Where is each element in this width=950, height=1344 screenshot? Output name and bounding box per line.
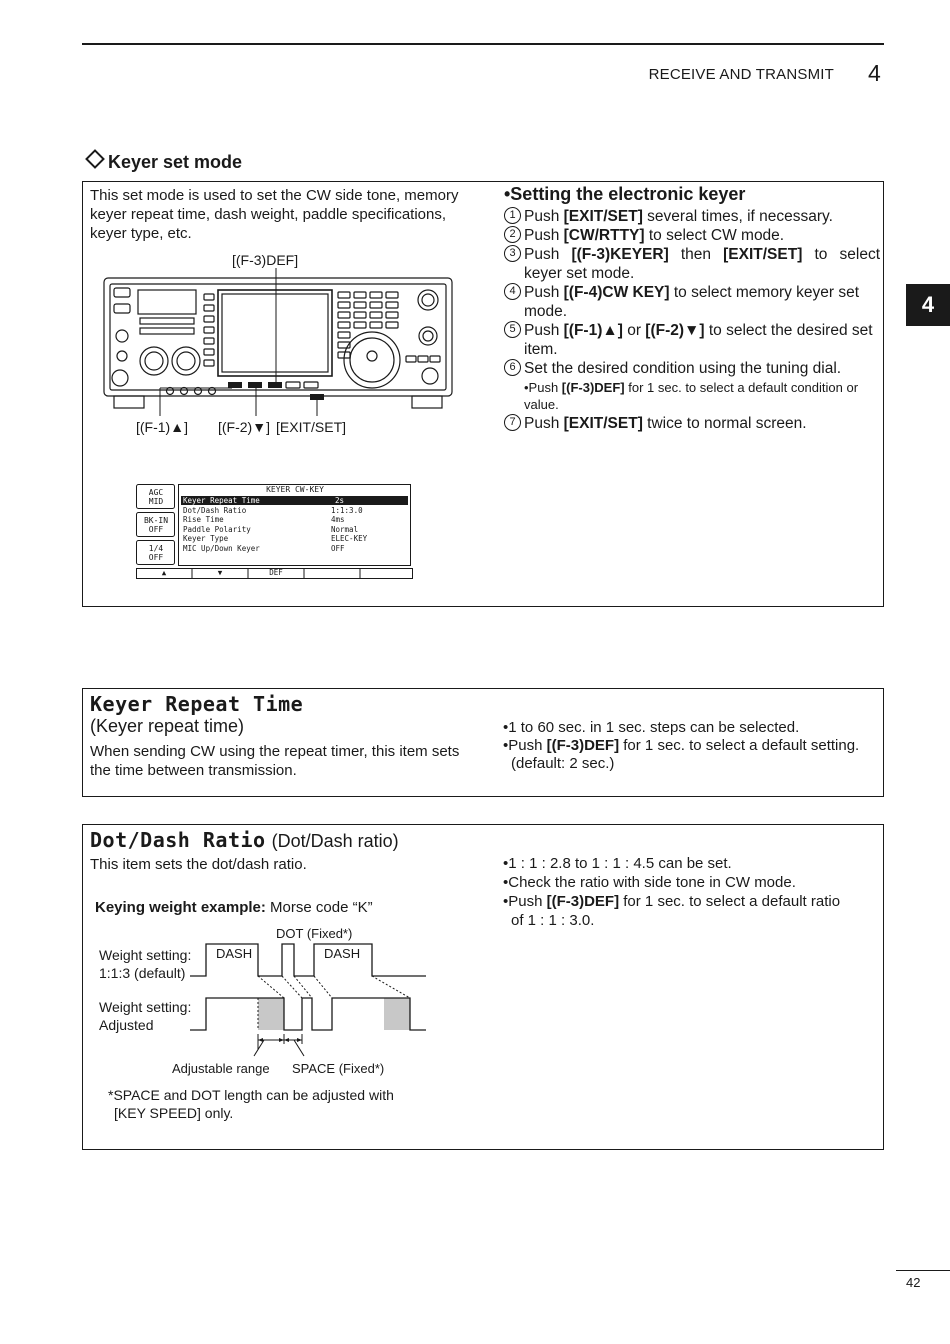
label-exit-set: [EXIT/SET] bbox=[276, 419, 347, 435]
lcd-title: KEYER CW-KEY bbox=[266, 485, 324, 494]
label-dash-1: DASH bbox=[216, 946, 253, 961]
lcd-row: Rise Time 4ms bbox=[183, 515, 345, 525]
ratio-bullet-default: •Push [(F-3)DEF] for 1 sec. to select a default ratio bbox=[503, 893, 841, 910]
keyer-repeat-time-description: When sending CW using the repeat timer, this item sets the time between transmission. bbox=[90, 743, 460, 779]
dot-dash-ratio-description: This item sets the dot/dash ratio. bbox=[90, 856, 307, 873]
page-number: 42 bbox=[906, 1275, 921, 1290]
footer-rule bbox=[896, 1270, 950, 1271]
lcd-quarter-label: 1/4 bbox=[148, 544, 164, 553]
lcd-row: Dot/Dash Ratio 1:1:3.0 bbox=[183, 505, 363, 515]
keying-timing-diagram bbox=[190, 940, 440, 1060]
step-6-note: •Push [(F-3)DEF] for 1 sec. to select a default condition or value. bbox=[524, 380, 859, 412]
lcd-quarter-value: OFF bbox=[148, 553, 164, 562]
lcd-bkin-label: BK-IN bbox=[143, 516, 169, 525]
section-title: Keyer set mode bbox=[84, 152, 242, 173]
setting-heading: •Setting the electronic keyer bbox=[504, 184, 746, 204]
lcd-row: Keyer Repeat Time 2s bbox=[183, 496, 345, 505]
keying-weight-example-heading: Keying weight example: Morse code “K” bbox=[95, 899, 373, 916]
dot-dash-ratio-heading: Dot/Dash Ratio (Dot/Dash ratio) bbox=[90, 828, 399, 852]
label-weight-adjusted: Weight setting: Adjusted bbox=[99, 999, 192, 1033]
lcd-fkey-down: ▼ bbox=[217, 568, 223, 577]
label-dash-2: DASH bbox=[324, 946, 361, 961]
keyer-repeat-time-subtitle: (Keyer repeat time) bbox=[90, 716, 245, 736]
label-space-fixed: SPACE (Fixed*) bbox=[292, 1061, 385, 1076]
ratio-bullet-check: •Check the ratio with side tone in CW mode. bbox=[503, 874, 796, 891]
diamond-icon bbox=[85, 149, 105, 169]
transceiver-front-panel-illustration bbox=[100, 268, 460, 418]
label-f1: [(F-1)▲] bbox=[136, 419, 188, 435]
lcd-fkey-up: ▲ bbox=[161, 568, 167, 577]
running-header-chapter: 4 bbox=[868, 60, 881, 86]
label-f2: [(F-2)▼] bbox=[218, 419, 270, 435]
repeat-bullet-range: •1 to 60 sec. in 1 sec. steps can be selected. bbox=[503, 719, 800, 736]
chapter-tab: 4 bbox=[906, 284, 950, 326]
label-dot-fixed: DOT (Fixed*) bbox=[276, 926, 353, 941]
lcd-fkey-def: DEF bbox=[269, 568, 283, 577]
lcd-row: Paddle Polarity Normal bbox=[183, 524, 359, 534]
ratio-bullet-default-value: of 1 : 1 : 3.0. bbox=[511, 912, 595, 929]
lcd-screen bbox=[136, 484, 416, 579]
running-header-title: RECEIVE AND TRANSMIT bbox=[648, 66, 834, 83]
lcd-bkin-value: OFF bbox=[148, 525, 164, 534]
label-f3-def: [(F-3)DEF] bbox=[232, 252, 299, 268]
ratio-bullet-range: •1 : 1 : 2.8 to 1 : 1 : 4.5 can be set. bbox=[503, 855, 732, 872]
lcd-agc-label: AGC bbox=[148, 488, 164, 497]
lcd-menu-list bbox=[183, 496, 407, 554]
repeat-bullet-default-value: (default: 2 sec.) bbox=[511, 755, 615, 772]
label-weight-default: Weight setting: 1:1:3 (default) bbox=[99, 947, 192, 981]
header-rule bbox=[82, 43, 884, 45]
intro-text: This set mode is used to set the CW side tone, memory keyer repeat time, dash weight, paddle specifications, keyer type, etc. bbox=[90, 187, 459, 242]
keyer-repeat-time-title: Keyer Repeat Time bbox=[90, 692, 304, 716]
label-adjustable-range: Adjustable range bbox=[172, 1061, 270, 1076]
lcd-agc-value: MID bbox=[148, 497, 164, 506]
lcd-row: Keyer Type ELEC-KEY bbox=[183, 534, 368, 544]
repeat-bullet-default: •Push [(F-3)DEF] for 1 sec. to select a default setting. bbox=[503, 737, 860, 754]
footnote: *SPACE and DOT length can be adjusted with [KEY SPEED] only. bbox=[108, 1087, 394, 1121]
lcd-row: MIC Up/Down Keyer OFF bbox=[183, 543, 345, 553]
